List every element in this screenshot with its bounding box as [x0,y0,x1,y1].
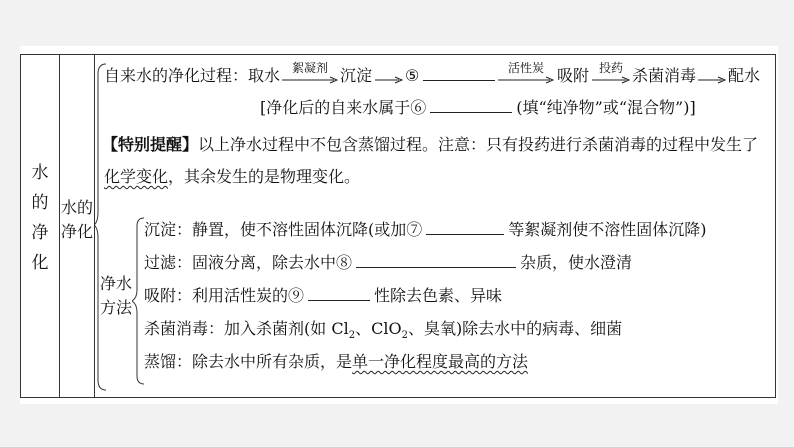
step-adsorption: 吸附 [557,66,590,85]
process-prefix: 自来水的净化过程：取水 [104,66,281,85]
tip-line-1: 【特别提醒】以上净水过程中不包含蒸馏过程。注意：只有投药进行杀菌消毒的过程中发生了 [102,135,759,154]
wavy-highest-purity: 单一净化程度最高的方法 [352,352,529,371]
category-char: 水 [31,163,49,183]
arrow-label: 投药 [598,61,623,75]
tip-line-2: 化学变化，其余发生的是物理变化。 [104,167,361,186]
arrow-dosing [592,61,630,86]
method-disinfect: 杀菌消毒：加入杀菌剂(如 $Cl_2$、ClO$_2$、臭氧)除去水中的病毒、细菌 [144,319,623,342]
method-sediment: 沉淀：静置，使不溶性固体沉降(或加⑦ 等絮凝剂使不溶性固体沉降) [144,220,707,239]
blank-7[interactable] [426,220,504,235]
arrow-5 [698,76,726,86]
method-label: 净水方法 [100,274,133,317]
arrow-flocculant [282,61,338,86]
blank-6[interactable] [430,98,512,113]
method-adsorb: 吸附：利用活性炭的⑨ 性除去色素、异味 [144,286,503,305]
category-char: 化 [31,253,49,273]
arrow-label: 絮凝剂 [291,61,328,75]
step-disinfect: 杀菌消毒 [632,66,697,85]
method-distill: 蒸馏：除去水中所有杂质，是单一净化程度最高的方法 [144,352,529,371]
wavy-chemical-change: 化学变化 [104,167,169,186]
classify-line: [净化后的自来水属于⑥ (填“纯净物”或“混合物”)] [260,98,696,117]
slide [20,46,778,404]
step-blank-5: ⑤ [405,66,495,86]
category-char: 的 [31,193,49,213]
arrow-label: 活性炭 [507,61,544,75]
bracket-main [94,62,108,392]
subcategory-label: 水的净化 [61,198,94,241]
blank-9[interactable] [308,286,370,301]
method-filter: 过滤：固液分离，除去水中⑧ 杂质，使水澄清 [144,253,633,272]
blank-8[interactable] [356,253,516,268]
blank-5[interactable] [423,66,495,81]
arrow-activated-carbon [498,61,554,86]
tip-tag: 【特别提醒】 [102,135,199,154]
arrow-2 [375,76,403,86]
col-divider-1 [59,54,60,397]
step-sediment: 沉淀 [340,66,373,85]
step-distribute: 配水 [728,66,761,85]
category-char: 净 [31,223,49,243]
category-label [30,158,50,278]
